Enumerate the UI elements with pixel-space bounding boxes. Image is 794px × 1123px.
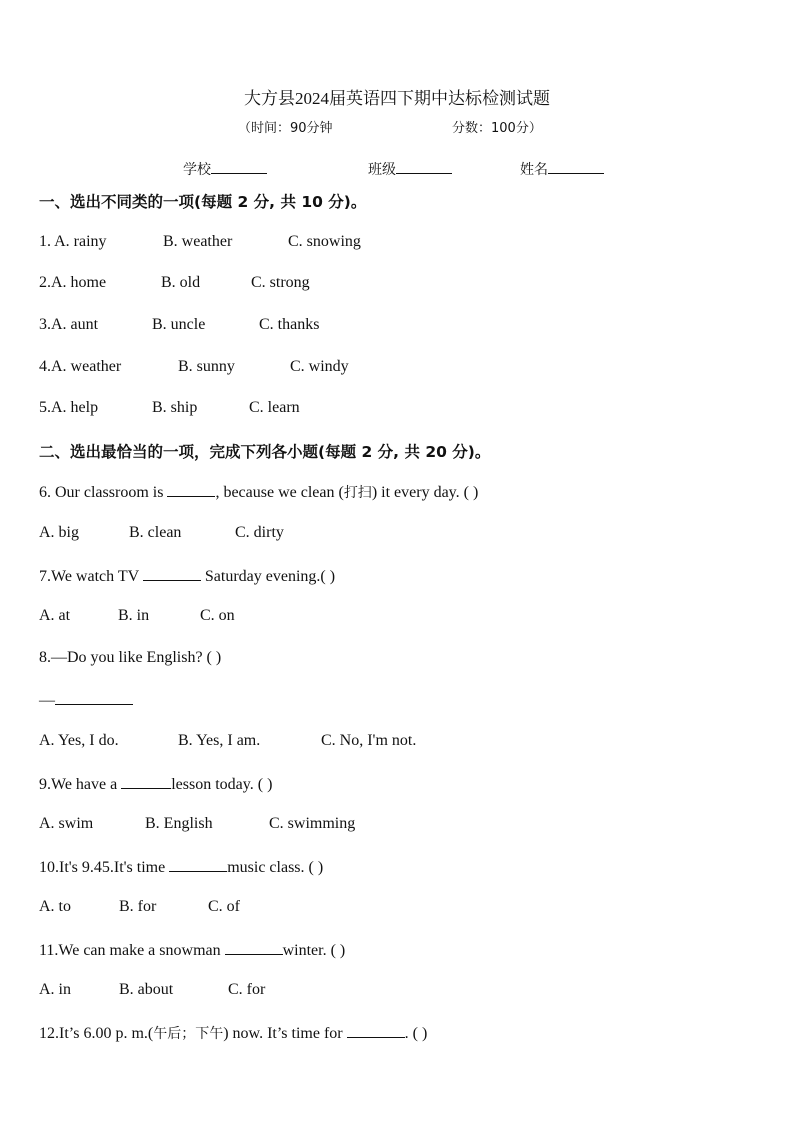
q10-option-c: C. of (208, 898, 240, 915)
question-4 (39, 358, 349, 376)
q11-text-2: winter. ( ) (282, 942, 346, 959)
question-8-answer-line (39, 690, 133, 710)
exam-score: 分数：100分） (452, 121, 542, 136)
q8-option-b: B. Yes, I am. (178, 732, 261, 749)
q1-option-b: B. weather (163, 233, 233, 250)
q12-text-1: 12.It’s 6.00 p. m.( (39, 1025, 154, 1042)
school-blank (211, 159, 267, 174)
question-9-options (39, 815, 356, 833)
q8-option-c: C. No, I'm not. (321, 732, 417, 749)
q6-blank (167, 482, 215, 497)
q1-option-a: 1. A. rainy (39, 233, 107, 250)
q6-option-c: C. dirty (235, 524, 284, 541)
q12-blank (347, 1023, 405, 1038)
question-10-options (39, 898, 240, 916)
q4-option-a: 4.A. weather (39, 358, 122, 375)
q2-option-a: 2.A. home (39, 274, 107, 291)
q7-option-b: B. in (118, 607, 150, 624)
q9-text-2: lesson today. ( ) (171, 776, 273, 793)
question-11-stem (39, 940, 345, 960)
q1-option-c: C. snowing (288, 233, 361, 250)
question-8-options (39, 732, 417, 750)
q11-option-a: A. in (39, 981, 71, 998)
name-label: 姓名 (520, 162, 548, 178)
q3-option-c: C. thanks (259, 316, 320, 333)
question-6-stem (39, 482, 478, 502)
q11-text-1: 11.We can make a snowman (39, 942, 225, 959)
class-label: 班级 (368, 162, 396, 178)
q10-text-1: 10.It's 9.45.It's time (39, 859, 170, 876)
q8-dash: — (39, 692, 55, 709)
q5-option-c: C. learn (249, 399, 300, 416)
exam-time: （时间：90分钟 (238, 121, 333, 136)
q12-text-2: ) now. It’s time for (223, 1025, 347, 1042)
class-blank (396, 159, 452, 174)
question-12-stem (39, 1023, 427, 1043)
q11-blank (225, 940, 283, 955)
q5-option-b: B. ship (152, 399, 198, 416)
q7-text-1: 7.We watch TV (39, 568, 143, 585)
q6-option-b: B. clean (129, 524, 182, 541)
q9-text-1: 9.We have a (39, 776, 122, 793)
question-8-stem: 8.—Do you like English? ( ) (39, 649, 222, 666)
school-label: 学校 (183, 162, 211, 178)
question-9-stem (39, 774, 272, 794)
q2-option-c: C. strong (251, 274, 310, 291)
q10-option-a: A. to (39, 898, 71, 915)
name-blank (548, 159, 604, 174)
q8-option-a: A. Yes, I do. (39, 732, 119, 749)
q7-blank (143, 566, 201, 581)
q9-blank (121, 774, 171, 789)
section-2-heading: 二、选出最恰当的一项，完成下列各小题(每题 2 分, 共 20 分)。 (39, 443, 491, 461)
name-field (520, 159, 604, 179)
question-11-options (39, 981, 266, 999)
q11-option-c: C. for (228, 981, 266, 998)
q9-option-c: C. swimming (269, 815, 356, 832)
q10-option-b: B. for (119, 898, 157, 915)
q4-option-b: B. sunny (178, 358, 235, 375)
question-2 (39, 274, 310, 292)
class-field (368, 159, 452, 179)
q9-option-a: A. swim (39, 815, 94, 832)
q12-chinese-gloss: 午后；下午 (153, 1026, 224, 1042)
question-5 (39, 399, 300, 417)
q7-option-a: A. at (39, 607, 71, 624)
q10-blank (169, 857, 227, 872)
question-7-stem (39, 566, 335, 586)
q7-option-c: C. on (200, 607, 235, 624)
q6-text-3: ) it every day. ( ) (371, 484, 479, 501)
question-7-options (39, 607, 235, 625)
q11-option-b: B. about (119, 981, 174, 998)
q3-option-b: B. uncle (152, 316, 206, 333)
q9-option-b: B. English (145, 815, 213, 832)
q10-text-2: music class. ( ) (227, 859, 324, 876)
school-field (183, 159, 267, 179)
q6-chinese-gloss: 打扫 (343, 485, 372, 501)
q2-option-b: B. old (161, 274, 201, 291)
question-6-options (39, 524, 284, 542)
q6-text-2: , because we clean ( (215, 484, 344, 501)
q5-option-a: 5.A. help (39, 399, 99, 416)
question-3 (39, 316, 320, 334)
q8-blank (55, 690, 133, 705)
q6-text-1: 6. Our classroom is (39, 484, 168, 501)
question-1 (39, 233, 361, 251)
q4-option-c: C. windy (290, 358, 349, 375)
section-1-heading: 一、选出不同类的一项(每题 2 分, 共 10 分)。 (39, 193, 367, 211)
question-10-stem (39, 857, 323, 877)
q12-text-3: . ( ) (404, 1025, 428, 1042)
q7-text-2: Saturday evening.( ) (200, 568, 336, 585)
q3-option-a: 3.A. aunt (39, 316, 99, 333)
q6-option-a: A. big (39, 524, 79, 541)
exam-title: 大方县2024届英语四下期中达标检测试题 (244, 89, 550, 108)
